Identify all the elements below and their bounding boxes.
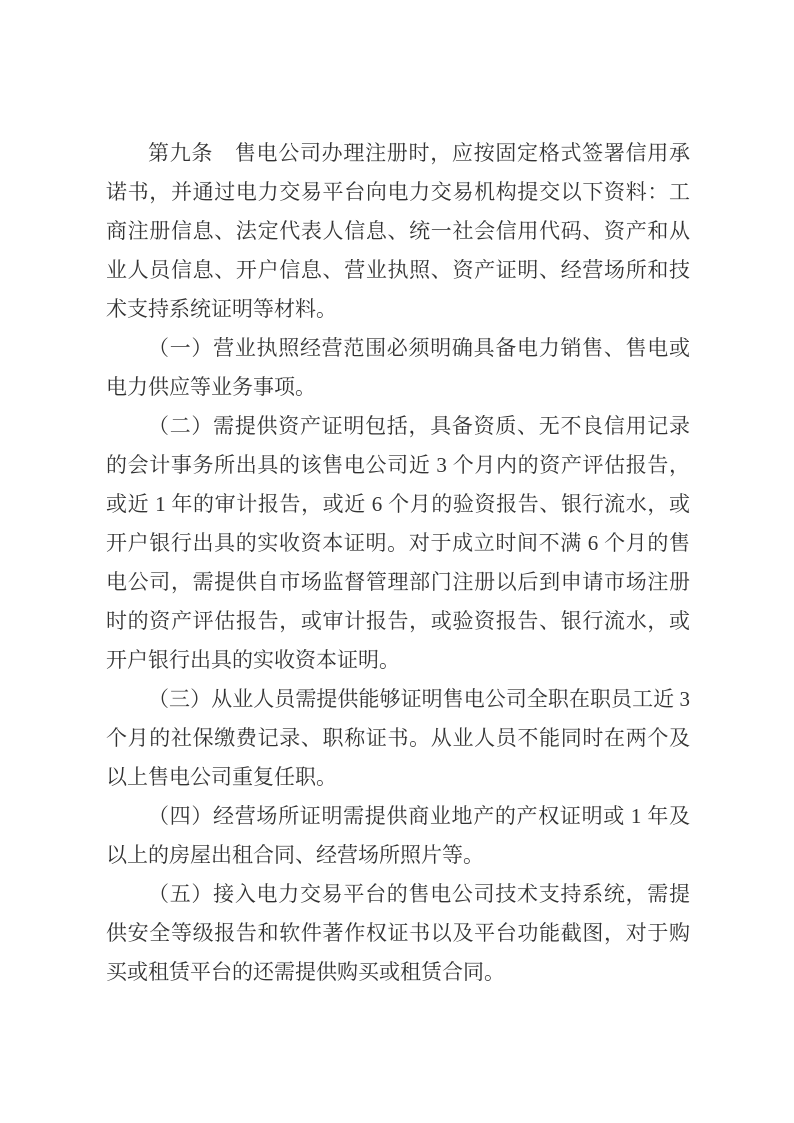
paragraph-article-9: 第九条 售电公司办理注册时，应按固定格式签署信用承诺书，并通过电力交易平台向电力交易机构提交以下资料：工商注册信息、法定代表人信息、统一社会信用代码、资产和从业人员信息、开户信息、营业执照、资产证明、经营场所和技术支持系统证明等材料。 bbox=[106, 141, 690, 321]
paragraph-item-3: （三）从业人员需提供能够证明售电公司全职在职员工近 3 个月的社保缴费记录、职称证书。从业人员不能同时在两个及以上售电公司重复任职。 bbox=[106, 687, 690, 789]
paragraph-item-5: （五）接入电力交易平台的售电公司技术支持系统，需提供安全等级报告和软件著作权证书以及平台功能截图，对于购买或租赁平台的还需提供购买或租赁合同。 bbox=[106, 882, 690, 984]
document-body bbox=[106, 134, 690, 992]
paragraph-item-1: （一）营业执照经营范围必须明确具备电力销售、售电或电力供应等业务事项。 bbox=[106, 336, 690, 399]
paragraph-item-2: （二）需提供资产证明包括，具备资质、无不良信用记录的会计事务所出具的该售电公司近 3 个月内的资产评估报告，或近 1 年的审计报告，或近 6 个月的验资报告、银行流水，或开户银行出具的实收资本证明。对于成立时间不满 6 个月的售电公司，需提供自市场监督管理部门注册以后到申请市场注册时的资产评估报告，或审计报告，或验资报告、银行流水，或开户银行出具的实收资本证明。 bbox=[106, 414, 690, 672]
paragraph-item-4: （四）经营场所证明需提供商业地产的产权证明或 1 年及以上的房屋出租合同、经营场所照片等。 bbox=[106, 804, 690, 867]
